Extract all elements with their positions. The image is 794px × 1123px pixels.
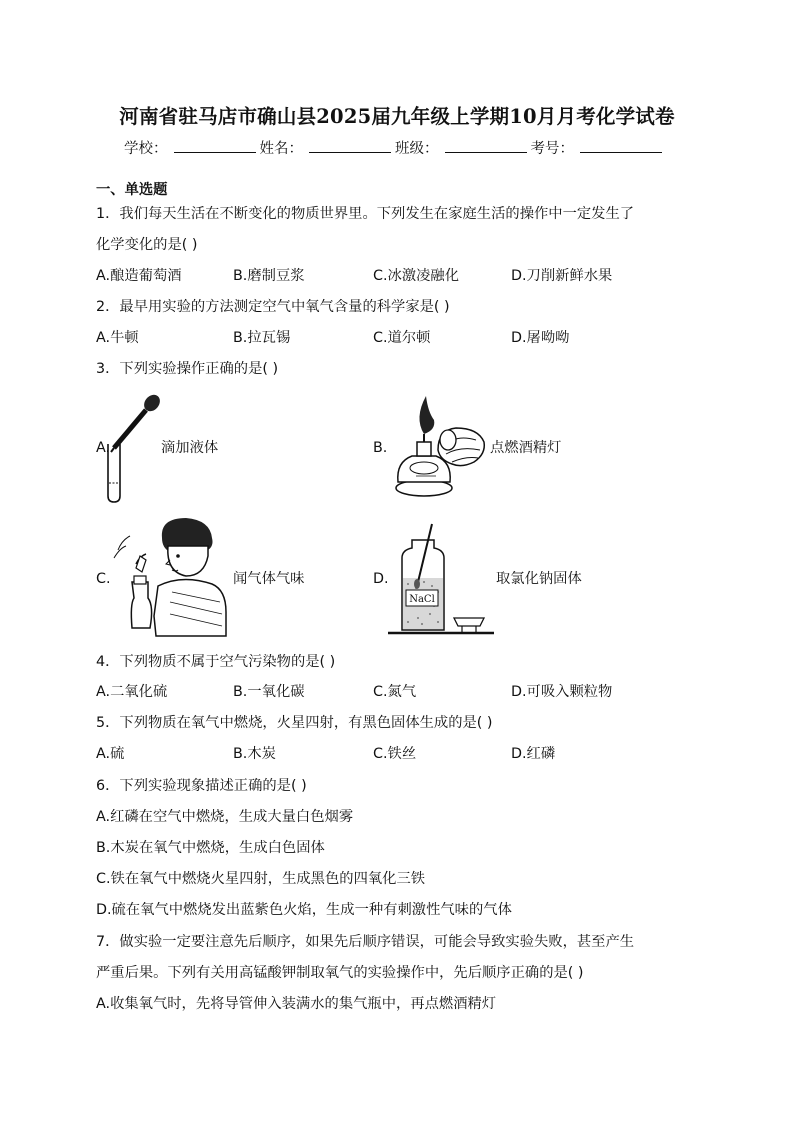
q7-option-a[interactable]: A.收集氧气时，先将导管伸入装满水的集气瓶中，再点燃酒精灯 <box>96 996 497 1012</box>
q5-option-d[interactable]: D.红磷 <box>511 746 556 762</box>
question-3: 3．下列实验操作正确的是( ) <box>96 361 279 377</box>
q3-caption-c: 闻气体气味 <box>233 571 305 587</box>
q2-option-d[interactable]: D.屠呦呦 <box>511 330 570 346</box>
q5-option-b[interactable]: B.木炭 <box>233 746 276 762</box>
question-5: 5．下列物质在氧气中燃烧，火星四射，有黑色固体生成的是( ) <box>96 715 493 731</box>
name-label: 姓名： <box>259 141 303 157</box>
question-4: 4．下列物质不属于空气污染物的是( ) <box>96 654 336 670</box>
number-label: 考号： <box>530 141 574 157</box>
alcohol-lamp-figure <box>386 390 492 506</box>
q3-option-c[interactable]: C. <box>96 571 111 587</box>
q6-option-c[interactable]: C.铁在氧气中燃烧火星四射，生成黑色的四氧化三铁 <box>96 871 426 887</box>
question-1-line-2: 化学变化的是( ) <box>96 237 198 253</box>
q5-option-a[interactable]: A.硫 <box>96 746 125 762</box>
q6-option-b[interactable]: B.木炭在氧气中燃烧，生成白色固体 <box>96 840 325 856</box>
child-smelling-gas-figure <box>112 516 232 638</box>
q4-option-c[interactable]: C.氮气 <box>373 684 417 700</box>
q1-option-c[interactable]: C.冰激凌融化 <box>373 268 460 284</box>
class-blank[interactable] <box>445 138 527 153</box>
question-7-line-2: 严重后果。下列有关用高锰酸钾制取氧气的实验操作中，先后顺序正确的是( ) <box>96 965 584 981</box>
question-6: 6．下列实验现象描述正确的是( ) <box>96 778 307 794</box>
school-blank[interactable] <box>174 138 256 153</box>
q1-option-b[interactable]: B.磨制豆浆 <box>233 268 305 284</box>
q3-option-a[interactable]: A. <box>96 440 111 456</box>
q3-option-b[interactable]: B. <box>373 440 388 456</box>
q6-option-d[interactable]: D.硫在氧气中燃烧发出蓝紫色火焰，生成一种有刺激性气味的气体 <box>96 902 512 918</box>
name-blank[interactable] <box>309 138 391 153</box>
q6-option-a[interactable]: A.红磷在空气中燃烧，生成大量白色烟雾 <box>96 809 354 825</box>
question-1-line-1: 1．我们每天生活在不断变化的物质世界里。下列发生在家庭生活的操作中一定发生了 <box>96 206 635 222</box>
section-heading: 一、单选题 <box>96 182 168 198</box>
q3-caption-a: 滴加液体 <box>161 440 219 456</box>
q4-option-a[interactable]: A.二氧化硫 <box>96 684 168 700</box>
dropper-test-tube-figure <box>100 392 162 504</box>
q2-option-a[interactable]: A.牛顿 <box>96 330 139 346</box>
q4-option-b[interactable]: B.一氧化碳 <box>233 684 305 700</box>
question-7-line-1: 7．做实验一定要注意先后顺序，如果先后顺序错误，可能会导致实验失败，甚至产生 <box>96 934 635 950</box>
nacl-bottle-label: NaCl <box>409 594 435 605</box>
q2-option-c[interactable]: C.道尔顿 <box>373 330 431 346</box>
exam-title: 河南省驻马店市确山县2025届九年级上学期10月月考化学试卷 <box>119 105 675 128</box>
class-label: 班级： <box>395 141 439 157</box>
q3-caption-d: 取氯化钠固体 <box>496 571 582 587</box>
number-blank[interactable] <box>580 138 662 153</box>
question-2: 2．最早用实验的方法测定空气中氧气含量的科学家是( ) <box>96 299 450 315</box>
school-label: 学校： <box>124 141 168 157</box>
q4-option-d[interactable]: D.可吸入颗粒物 <box>511 684 613 700</box>
q3-option-d[interactable]: D. <box>373 571 389 587</box>
q3-caption-b: 点燃酒精灯 <box>490 440 562 456</box>
nacl-bottle-figure <box>388 522 494 636</box>
q2-option-b[interactable]: B.拉瓦锡 <box>233 330 291 346</box>
q1-option-d[interactable]: D.刀削新鲜水果 <box>511 268 613 284</box>
q1-option-a[interactable]: A.酿造葡萄酒 <box>96 268 182 284</box>
q5-option-c[interactable]: C.铁丝 <box>373 746 417 762</box>
student-info-row <box>124 137 666 158</box>
